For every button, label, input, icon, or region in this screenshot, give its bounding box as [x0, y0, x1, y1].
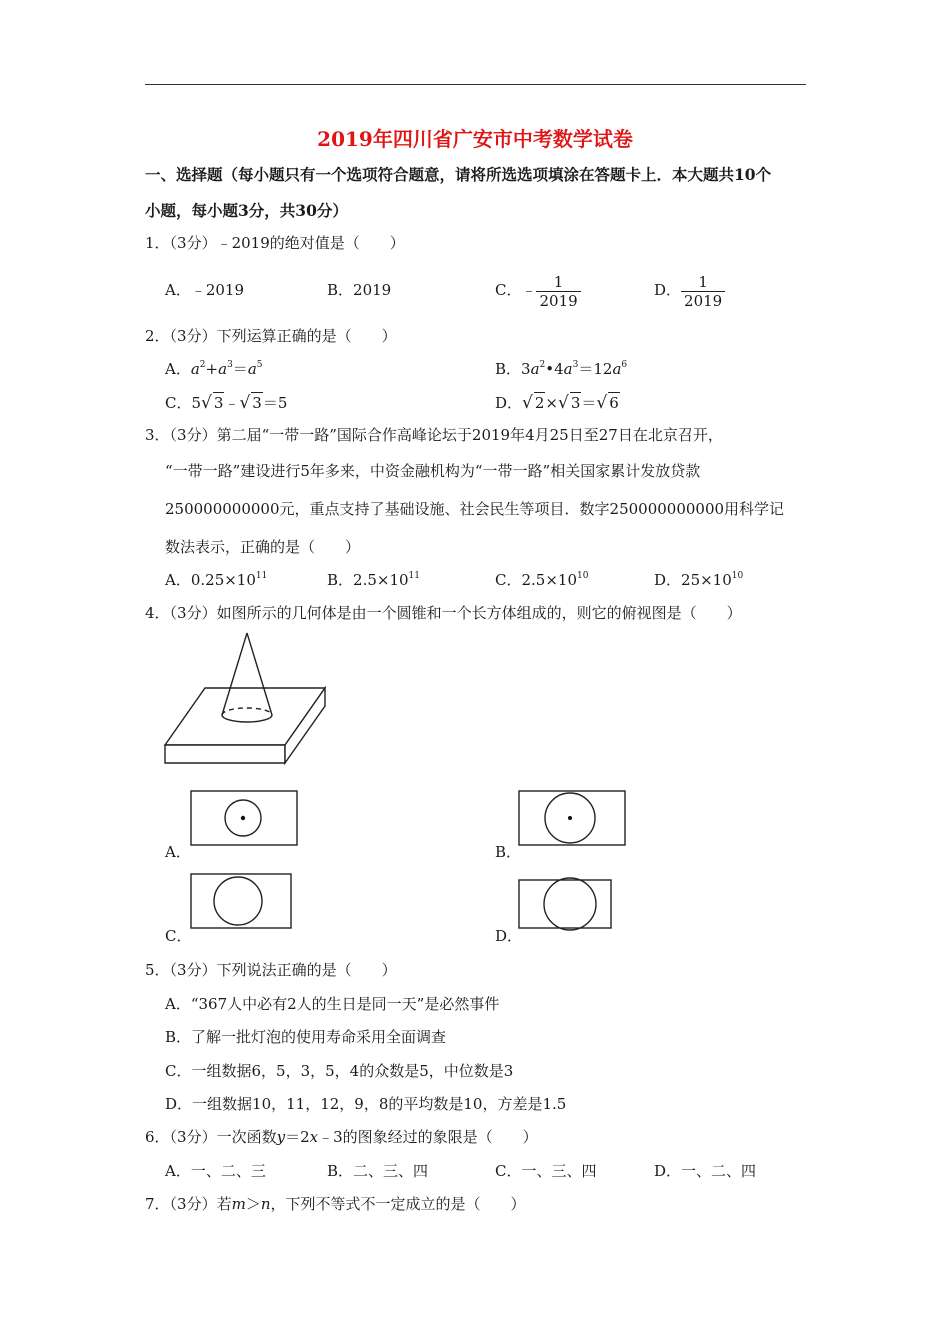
header-rule: [145, 84, 806, 85]
q1-option-d: [654, 270, 725, 310]
q2-c-label: C．: [165, 394, 192, 412]
q3-a-exp: 11: [255, 571, 268, 581]
q1-option-b: B．2019: [327, 281, 392, 299]
q1-c-numerator: 1: [536, 273, 580, 292]
q5-option-d: D．一组数据10，11，12，9，8的平均数是10，方差是1.5: [165, 1095, 567, 1113]
q4-option-a: A．: [165, 843, 191, 861]
q4-option-c: C．: [165, 927, 192, 945]
q4-option-d-figure: [518, 876, 614, 932]
q7-stem: 7．（3分）若m＞n，下列不等式不一定成立的是（ ）: [145, 1195, 526, 1213]
q5-option-a: A．“367人中必有2人的生日是同一天”是必然事件: [165, 995, 500, 1013]
q1-c-denominator: 2019: [539, 291, 578, 310]
q3-d-text: D．25×10: [654, 571, 732, 589]
q4-option-c-figure: [190, 873, 294, 931]
q3-line4: 数法表示，正确的是（ ）: [165, 538, 361, 556]
q1-option-d-label: D．: [654, 281, 682, 299]
q4-option-b: B．: [495, 843, 522, 861]
q2-option-b: B．$3a^2•4a^3=12a^6$: [495, 360, 628, 378]
q4-option-a-figure: [190, 790, 300, 848]
q5-option-c: C．一组数据6，5，3，5，4的众数是5，中位数是3: [165, 1062, 514, 1080]
section-heading-line1: 一、选择题（每小题只有一个选项符合题意，请将所选选项填涂在答题卡上．本大题共10个: [145, 165, 772, 184]
q2-stem: 2．（3分）下列运算正确的是（ ）: [145, 327, 397, 345]
page-title: 2019年四川省广安市中考数学试卷: [317, 127, 633, 151]
q1-option-a: A．﹣2019: [165, 281, 245, 299]
q6-option-d: D．一、二、四: [654, 1162, 757, 1180]
q1-option-d-fraction: [681, 273, 725, 310]
q2-option-a: A．$a^2+a^3=a^5$: [165, 360, 263, 378]
q1-d-denominator: 2019: [684, 291, 723, 310]
q7-stem-pre: 7．（3分）若: [145, 1195, 232, 1213]
q1-d-numerator: 1: [681, 273, 725, 292]
q4-option-b-figure: [518, 790, 628, 848]
q2-b-label: B．: [495, 360, 522, 378]
q3-c-text: C．2.5×10: [495, 571, 577, 589]
q2-a-label: A．: [165, 360, 191, 378]
q4-stem: 4．（3分）如图所示的几何体是由一个圆锥和一个长方体组成的，则它的俯视图是（ ）: [145, 604, 742, 622]
q2-option-d: D．√ 2×√ 3＝√ 6: [495, 393, 619, 413]
q3-option-c: [495, 570, 588, 590]
q2-option-c: C．5√ 3﹣√ 3＝5: [165, 393, 288, 413]
q6-option-c: C．一、三、四: [495, 1162, 597, 1180]
q3-a-text: A．0.25×10: [165, 571, 256, 589]
q6-option-b: B．二、三、四: [327, 1162, 429, 1180]
q3-line1: 3．（3分）第二届“一带一路”国际合作高峰论坛于2019年4月25日至27日在北京召开，: [145, 426, 723, 444]
q3-d-exp: 10: [731, 571, 744, 581]
q3-option-b: [327, 570, 420, 590]
q5-stem: 5．（3分）下列说法正确的是（ ）: [145, 961, 397, 979]
q4-option-d: D．: [495, 927, 523, 945]
q3-b-text: B．2.5×10: [327, 571, 409, 589]
q1-option-c-fraction: [536, 273, 580, 310]
q1-option-c-label: C．﹣: [495, 281, 537, 299]
q4-solid-figure: [160, 630, 330, 770]
q3-line2: “一带一路”建设进行5年多来，中资金融机构为“一带一路”相关国家累计发放贷款: [165, 462, 701, 480]
q3-option-d: [654, 570, 743, 590]
q2-d-label: D．: [495, 394, 523, 412]
q1-option-c: [495, 270, 581, 310]
q3-b-exp: 11: [408, 571, 420, 581]
q6-option-a: A．一、二、三: [165, 1162, 266, 1180]
q1-stem: 1．（3分）﹣2019的绝对值是（ ）: [145, 234, 405, 252]
q6-stem: 6．（3分）一次函数y＝2x﹣3的图象经过的象限是（ ）: [145, 1128, 538, 1146]
q3-option-a: [165, 570, 267, 590]
q6-stem-post: 的图象经过的象限是（ ）: [342, 1128, 538, 1146]
q6-stem-pre: 6．（3分）一次函数: [145, 1128, 277, 1146]
q3-c-exp: 10: [577, 571, 589, 581]
q5-option-b: B．了解一批灯泡的使用寿命采用全面调查: [165, 1028, 447, 1046]
q7-stem-post: ，下列不等式不一定成立的是（ ）: [270, 1195, 526, 1213]
section-heading-line2: 小题，每小题3分，共30分）: [145, 201, 348, 220]
q3-line3: 250000000000元，重点支持了基础设施、社会民生等项目．数字250000000000用科学记: [165, 500, 785, 518]
